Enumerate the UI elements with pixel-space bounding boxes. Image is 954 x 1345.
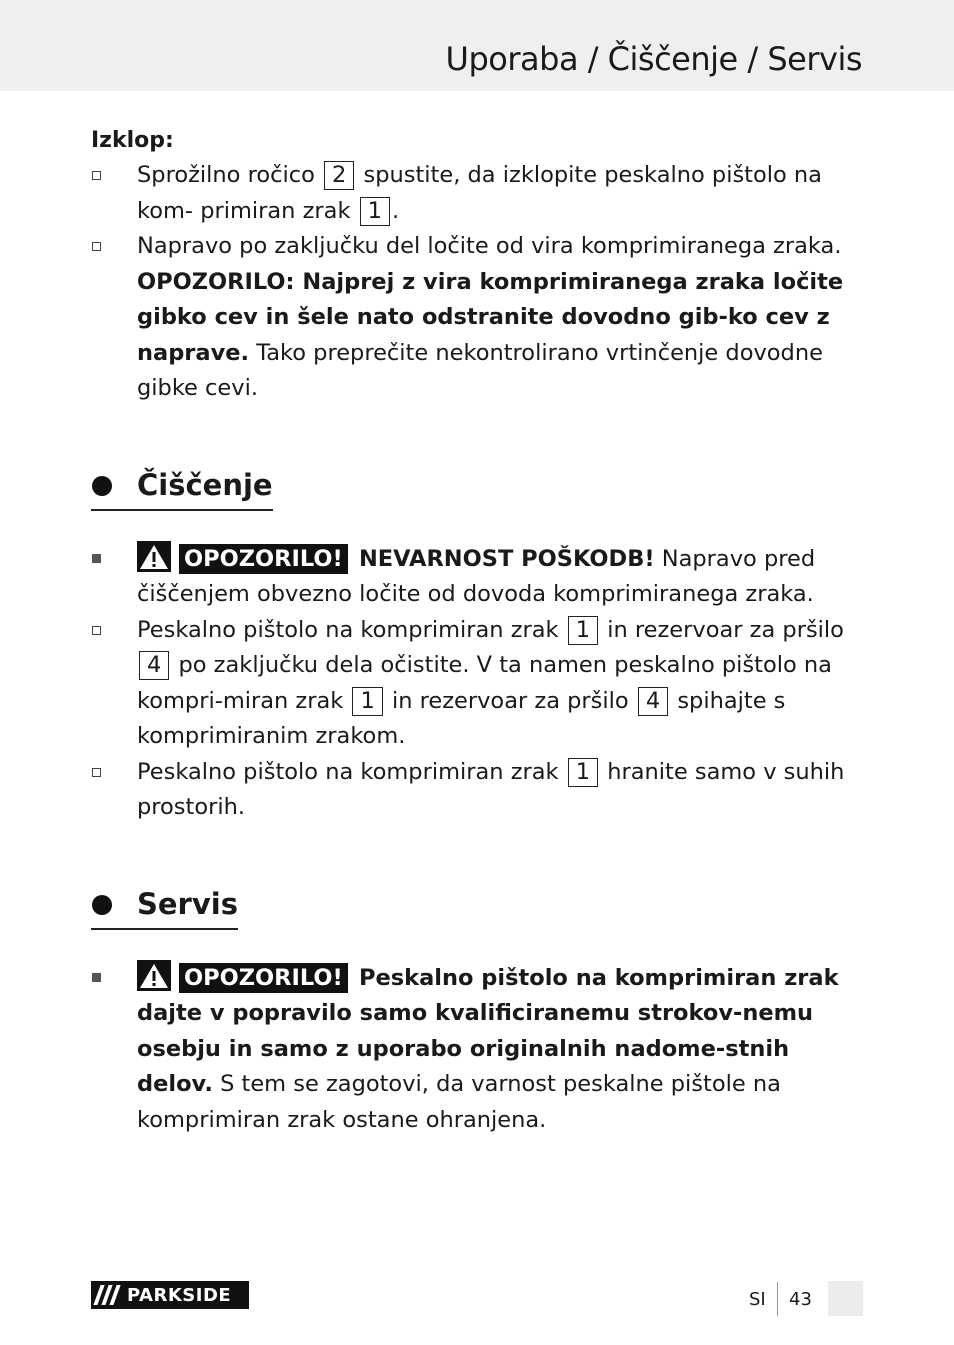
part-ref: 1 [568,758,598,787]
section-bullet-icon [92,476,112,496]
ciscenje-item-2: Peskalno pištolo na komprimiran zrak 1 hranite samo v suhih prostorih. [91,755,863,826]
warning-triangle-icon [137,960,171,991]
part-ref: 1 [568,616,598,645]
checkbox-bullet-icon [92,626,101,635]
warning-text: OPOZORILO: Najprej z vira komprimiranega zraka ločite gibko cev in šele nato odstranite dovodno gib-ko cev z naprave. [137,268,844,366]
warning-label: OPOZORILO! [179,963,348,993]
part-ref: 1 [352,687,382,716]
ciscenje-item-1: Peskalno pištolo na komprimiran zrak 1 in rezervoar za pršilo 4 po zaključku dela očistite. V ta namen peskalno pištolo na kompri-miran zrak 1 in rezervoar za pršilo 4 spihajte s komprimiranim zrakom. [91,613,863,755]
section-bullet-icon [92,895,112,915]
checkbox-bullet-icon [92,171,101,180]
checkbox-bullet-icon [92,242,101,251]
square-bullet-icon [92,554,101,563]
page-number: 43 [789,1289,812,1310]
page-content [91,124,863,1138]
servis-warning: OPOZORILO! Peskalno pištolo na komprimiran zrak dajte v popravilo samo kvalificiranemu strokov-nemu osebju in samo z uporabo originalnih nadome-stnih delov. S tem se zagotovi, da varnost peskalne pištole na komprimiran zrak ostane ohranjena. [91,960,863,1139]
section-title-servis: Servis [91,884,238,930]
izklop-heading: Izklop: [91,128,174,153]
warning-triangle-icon [137,541,171,572]
page-title: Uporaba / Čiščenje / Servis [445,40,862,78]
part-ref: 4 [139,651,169,680]
brand-logo: PARKSIDE [91,1281,249,1309]
checkbox-bullet-icon [92,768,101,777]
logo-stripes-icon [97,1285,121,1305]
part-ref: 1 [360,197,390,226]
ciscenje-warning: OPOZORILO! NEVARNOST POŠKODB! Napravo pred čiščenjem obvezno ločite od dovoda komprimiranega zraka. [91,541,863,613]
warning-label: OPOZORILO! [179,544,348,574]
footer-language: SI [749,1289,766,1310]
izklop-item-2: Napravo po zaključku del ločite od vira komprimiranega zraka. OPOZORILO: Najprej z vira komprimiranega zraka ločite gibko cev in šele nato odstranite dovodno gib-ko cev z naprave. Tako preprečite nekontrolirano vrtinčenje dovodne gibke cevi. [91,229,863,407]
square-bullet-icon [92,973,101,982]
footer-divider [777,1282,778,1316]
footer-tab-box [828,1281,863,1316]
part-ref: 4 [638,687,668,716]
part-ref: 2 [324,161,354,190]
section-title-ciscenje: Čiščenje [91,465,273,511]
izklop-item-1: Sprožilno ročico 2 spustite, da izklopite peskalno pištolo na kom- primiran zrak 1 . [91,158,863,229]
